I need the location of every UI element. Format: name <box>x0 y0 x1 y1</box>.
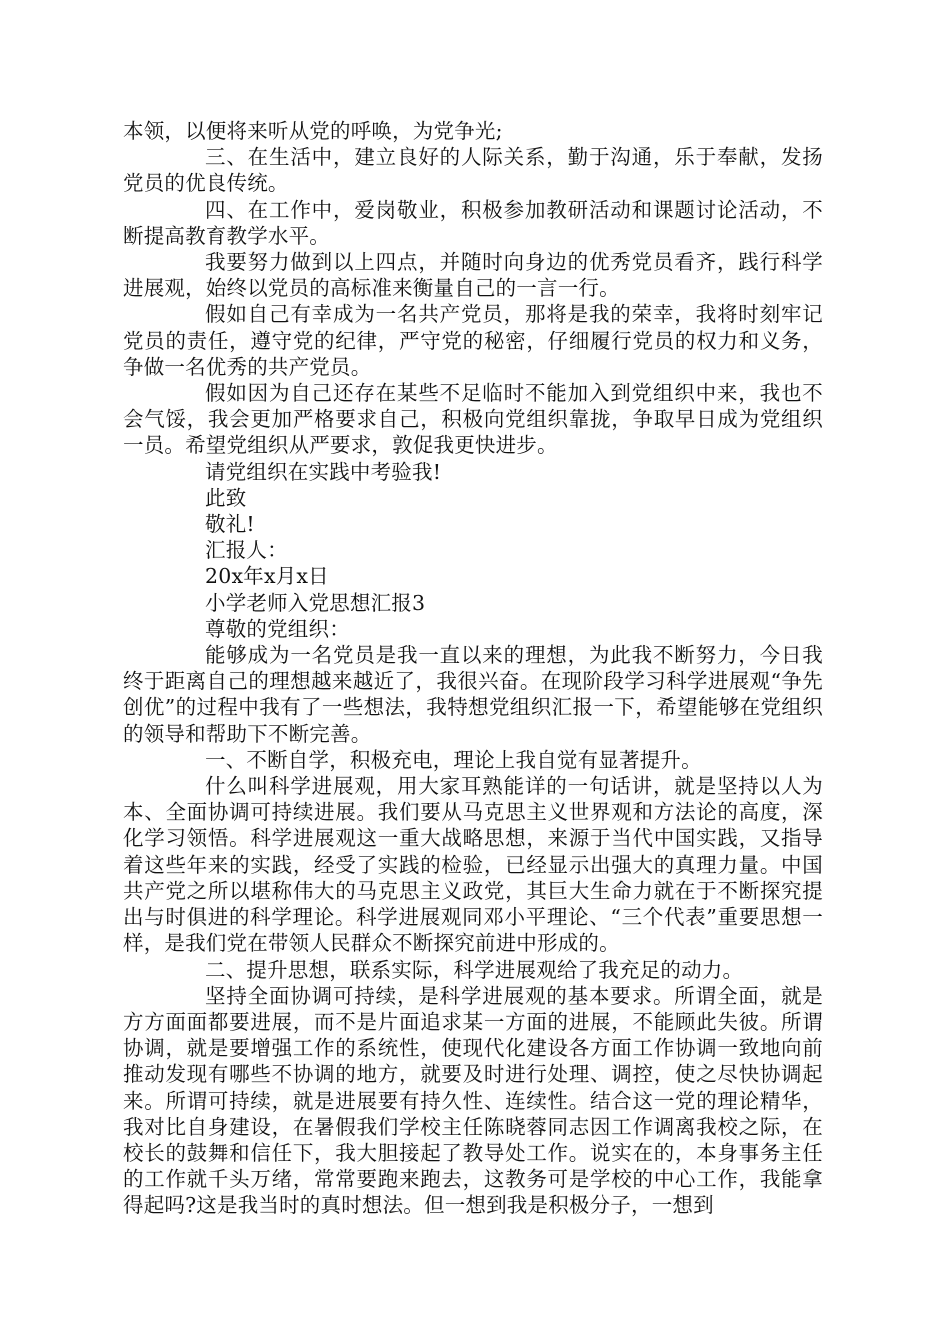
paragraph-5: 假如自己有幸成为一名共产党员，那将是我的荣幸，我将时刻牢记党员的责任，遵守党的纪律，严守党的秘密，仔细履行党员的权力和义务，争做一名优秀的共产党员。 <box>123 302 823 379</box>
reporter-label: 汇报人： <box>205 538 288 563</box>
paragraph-1: 本领，以便将来听从党的呼唤，为党争光; <box>123 119 503 143</box>
section-title: 小学老师入党思想汇报3 <box>205 590 426 615</box>
paragraph-18: 坚持全面协调可持续，是科学进展观的基本要求。所谓全面，就是方方面面都要进展，而不是片面追求某一方面的进展，不能顾此失彼。所谓协调，就是要增强工作的系统性，使现代化建设各方面工作协调一致地向前推动发现有哪些不协调的地方，就要及时进行处理、调控，使之尽快协调起来。所谓可持续，就是进展要有持久性、连续性。结合这一党的理论精华，我对比自身建设，在暑假我们学校主任陈晓蓉同志因工作调离我校之际，在校长的鼓舞和信任下，我大胆接起了教导处工作。说实在的，本身事务主任的工作就千头万绪，常常要跑来跑去，这教务可是学校的中心工作，我能拿得起吗?这是我当时的真时想法。但一想到我是积极分子，一想到 <box>123 983 823 1218</box>
report-date: 20x年x月x日 <box>205 564 329 589</box>
paragraph-14: 能够成为一名党员是我一直以来的理想，为此我不断努力，今日我终于距离自己的理想越来越近了，我很兴奋。在现阶段学习科学进展观“争先创优”的过程中我有了一些想法，我特想党组织汇报一下，希望能够在党组织的领导和帮助下不断完善。 <box>123 643 823 746</box>
paragraph-6: 假如因为自己还存在某些不足临时不能加入到党组织中来，我也不会气馁，我会更加严格要求自己，积极向党组织靠拢，争取早日成为党组织一员。希望党组织从严要求，敦促我更快进步。 <box>123 381 823 458</box>
paragraph-15: 一、不断自学，积极充电，理论上我自觉有显著提升。 <box>205 747 702 772</box>
paragraph-2: 三、在生活中，建立良好的人际关系，勤于沟通，乐于奉献，发扬党员的优良传统。 <box>123 145 823 196</box>
document-body <box>123 118 823 1219</box>
greeting: 尊敬的党组织： <box>205 616 350 641</box>
paragraph-3: 四、在工作中，爱岗敬业，积极参加教研活动和课题讨论活动，不断提高教育教学水平。 <box>123 197 823 248</box>
paragraph-7: 请党组织在实践中考验我! <box>205 459 442 484</box>
closing-regards: 敬礼! <box>205 512 255 537</box>
closing-salutation: 此致 <box>205 485 247 510</box>
paragraph-4: 我要努力做到以上四点，并随时向身边的优秀党员看齐，践行科学进展观，始终以党员的高标准来衡量自己的一言一行。 <box>123 250 823 301</box>
paragraph-17: 二、提升思想，联系实际，科学进展观给了我充足的动力。 <box>205 957 744 982</box>
paragraph-16: 什么叫科学进展观，用大家耳熟能详的一句话讲，就是坚持以人为本、全面协调可持续进展。我们要从马克思主义世界观和方法论的高度，深化学习领悟。科学进展观这一重大战略思想，来源于当代中国实践，又指导着这些年来的实践，经受了实践的检验，已经显示出强大的真理力量。中国共产党之所以堪称伟大的马克思主义政党，其巨大生命力就在于不断探究提出与时俱进的科学理论。科学进展观同邓小平理论、“三个代表”重要思想一样，是我们党在带领人民群众不断探究前进中形成的。 <box>123 774 823 956</box>
